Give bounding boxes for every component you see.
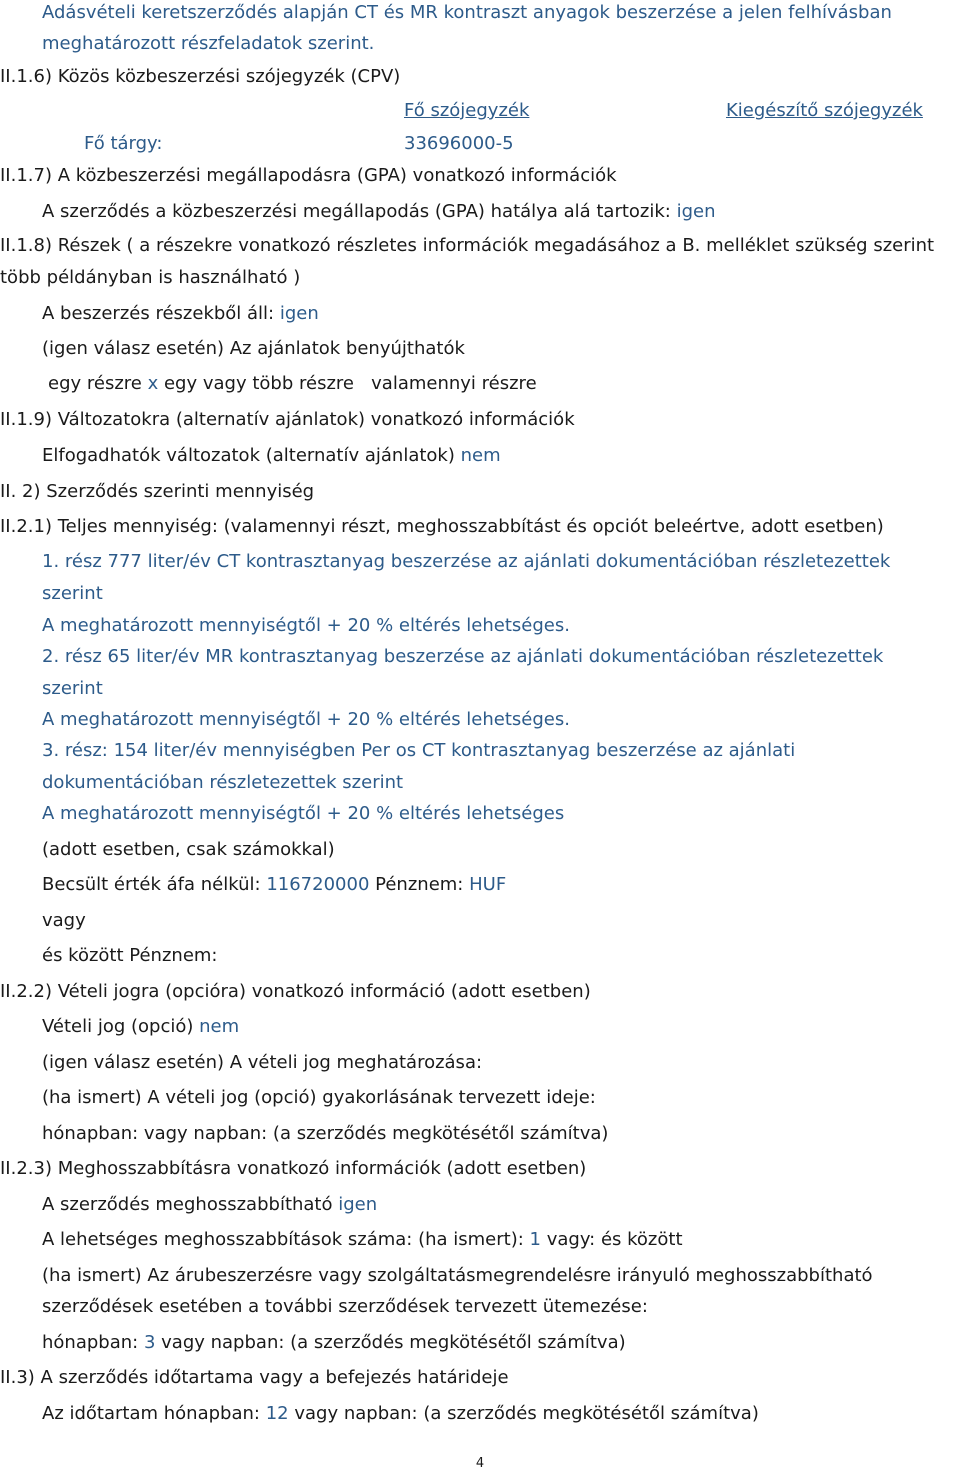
currency-label: Pénznem: <box>375 874 464 895</box>
parts-consists-label: A beszerzés részekből áll: <box>42 303 275 324</box>
renewal-value: igen <box>338 1194 378 1215</box>
renewal-count-label: A lehetséges meghosszabbítások száma: (ha ismert): <box>42 1229 524 1250</box>
part3-line-c: A meghatározott mennyiségtől + 20 % eltérés lehetséges <box>42 803 565 824</box>
part2-line-a: 2. rész 65 liter/év MR kontrasztanyag beszerzése az ajánlati dokumentációban részletezettek <box>42 646 884 667</box>
renewal-label: A szerződés meghosszabbítható <box>42 1194 333 1215</box>
renewal-count-tail: vagy: és között <box>546 1229 683 1250</box>
estimated-value-label: Becsült érték áfa nélkül: <box>42 874 261 895</box>
renewal-count-value: 1 <box>529 1229 541 1250</box>
options-heading: II.2.2) Vételi jogra (opcióra) vonatkozó információ (adott esetben) <box>0 981 591 1002</box>
cpv-main-code: 33696000-5 <box>404 133 514 154</box>
parts-tenders-line: (igen válasz esetén) Az ajánlatok benyújthatók <box>42 338 465 359</box>
option-one-or-more-lots: egy vagy több részre <box>163 373 354 394</box>
numbers-only-note: (adott esetben, csak számokkal) <box>42 839 335 860</box>
renewal-schedule-line-2: szerződések esetében a további szerződések tervezett ütemezése: <box>42 1296 648 1317</box>
renewal-months-tail: vagy napban: (a szerződés megkötésétől számítva) <box>161 1332 626 1353</box>
renewal-months-row <box>42 1332 626 1354</box>
option-check-mark: x <box>147 373 159 394</box>
duration-label: Az időtartam hónapban: <box>42 1403 260 1424</box>
part3-line-b: dokumentációban részletezettek szerint <box>42 772 404 793</box>
cpv-main-object-label: Fő tárgy: <box>84 133 163 154</box>
renewal-months-value: 3 <box>143 1332 156 1353</box>
options-value: nem <box>199 1016 240 1037</box>
variants-row <box>42 445 501 467</box>
options-define-line: (igen válasz esetén) A vételi jog meghatározása: <box>42 1052 483 1073</box>
duration-row <box>42 1403 759 1425</box>
gpa-heading: II.1.7) A közbeszerzési megállapodásra (GPA) vonatkozó információk <box>0 165 617 186</box>
gpa-row <box>42 201 716 223</box>
part3-line-a: 3. rész: 154 liter/év mennyiségben Per os CT kontrasztanyag beszerzése az ajánlati <box>42 740 796 761</box>
quantity-heading: II. 2) Szerződés szerinti mennyiség <box>0 481 315 502</box>
duration-tail: vagy napban: (a szerződés megkötésétől számítva) <box>294 1403 759 1424</box>
option-one-lot: egy részre <box>48 373 142 394</box>
part1-line-b: szerint <box>42 583 103 604</box>
estimated-value-row <box>42 874 506 896</box>
parts-consists-value: igen <box>279 303 319 324</box>
options-row <box>42 1016 239 1038</box>
parts-row <box>42 303 319 325</box>
variants-value: nem <box>460 445 501 466</box>
duration-value: 12 <box>265 1403 289 1424</box>
options-planned-line: (ha ismert) A vételi jog (opció) gyakorlásának tervezett ideje: <box>42 1087 596 1108</box>
intro-line-1: Adásvételi keretszerződés alapján CT és MR kontraszt anyagok beszerzése a jelen felhívásban <box>42 2 892 23</box>
estimated-value: 116720000 <box>266 874 370 895</box>
renewal-schedule-line-1: (ha ismert) Az árubeszerzésre vagy szolgáltatásmegrendelésre irányuló meghosszabbítható <box>42 1265 873 1286</box>
gpa-value: igen <box>676 201 716 222</box>
cpv-heading: II.1.6) Közös közbeszerzési szójegyzék (CPV) <box>0 66 401 87</box>
variants-heading: II.1.9) Változatokra (alternatív ajánlatok) vonatkozó információk <box>0 409 575 430</box>
range-currency-line: és között Pénznem: <box>42 945 218 966</box>
options-label: Vételi jog (opció) <box>42 1016 194 1037</box>
currency-value: HUF <box>469 874 507 895</box>
cpv-main-vocabulary-link[interactable]: Fő szójegyzék <box>404 100 530 121</box>
cpv-supplementary-vocabulary-link[interactable]: Kiegészítő szójegyzék <box>726 100 923 121</box>
part1-line-c: A meghatározott mennyiségtől + 20 % eltérés lehetséges. <box>42 615 570 636</box>
intro-line-2: meghatározott részfeladatok szerint. <box>42 33 375 54</box>
parts-options-row <box>48 373 537 395</box>
renewal-months-label: hónapban: <box>42 1332 139 1353</box>
parts-heading-2: több példányban is használható ) <box>0 267 301 288</box>
renewal-heading: II.2.3) Meghosszabbításra vonatkozó információk (adott esetben) <box>0 1158 587 1179</box>
options-months-line: hónapban: vagy napban: (a szerződés megkötésétől számítva) <box>42 1123 609 1144</box>
renewal-row <box>42 1194 377 1216</box>
variants-label: Elfogadhatók változatok (alternatív ajánlatok) <box>42 445 455 466</box>
gpa-text: A szerződés a közbeszerzési megállapodás (GPA) hatálya alá tartozik: <box>42 201 671 222</box>
renewal-count-row <box>42 1229 683 1251</box>
duration-heading: II.3) A szerződés időtartama vagy a befejezés határideje <box>0 1367 509 1388</box>
option-all-lots: valamennyi részre <box>371 373 537 394</box>
part2-line-b: szerint <box>42 678 103 699</box>
parts-heading-1: II.1.8) Részek ( a részekre vonatkozó részletes információk megadásához a B. melléklet szükség szerint <box>0 235 935 256</box>
part1-line-a: 1. rész 777 liter/év CT kontrasztanyag beszerzése az ajánlati dokumentációban részletezettek <box>42 551 891 572</box>
part2-line-c: A meghatározott mennyiségtől + 20 % eltérés lehetséges. <box>42 709 570 730</box>
total-quantity-heading: II.2.1) Teljes mennyiség: (valamennyi részt, meghosszabbítást és opciót beleértve, adott esetben) <box>0 516 884 537</box>
page-number: 4 <box>475 1456 485 1471</box>
or-text: vagy <box>42 910 86 931</box>
